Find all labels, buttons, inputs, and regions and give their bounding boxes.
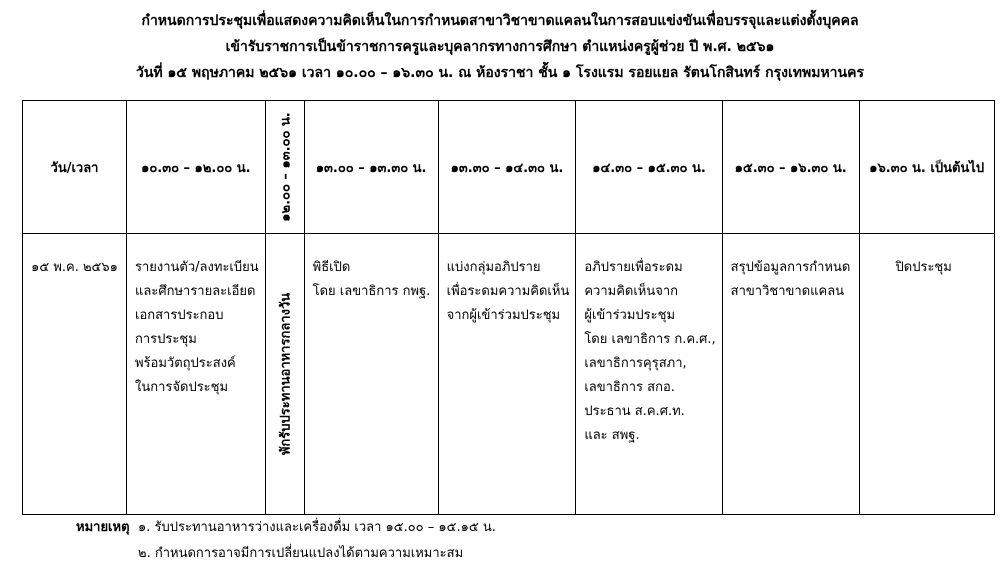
slot2-line: โดย เลขาธิการ กพฐ.	[312, 284, 431, 299]
header-slot-1: ๑๐.๓๐ – ๑๒.๐๐ น.	[127, 101, 266, 234]
slot4-line: และ สพฐ.	[584, 428, 640, 443]
slot5-line: สรุปข้อมูลการกำหนด	[730, 260, 851, 275]
slot3-line: จากผู้เข้าร่วมประชุม	[446, 308, 561, 323]
cell-slot-4	[576, 234, 722, 515]
slot4-line: อภิปรายเพื่อระดม	[584, 260, 683, 275]
cell-slot-3	[438, 234, 576, 515]
header-slot-2: ๑๓.๐๐ – ๑๓.๓๐ น.	[304, 101, 438, 234]
slot1-line: ในการจัดประชุม	[135, 380, 229, 395]
cell-slot-6	[859, 234, 994, 515]
lunch-break-text: พักรับประทานอาหารกลางวัน	[278, 292, 294, 456]
slot4-line: เลขาธิการคุรุสภา,	[584, 356, 687, 371]
header-lunch-time	[265, 101, 304, 234]
cell-slot-2	[304, 234, 438, 515]
slot4-line: ประธาน ส.ค.ศ.ท.	[584, 404, 685, 419]
slot1-line: รายงานตัว/ลงทะเบียน	[135, 260, 259, 275]
slot1-line: เอกสารประกอบ	[135, 308, 224, 323]
note-row	[76, 515, 496, 541]
title-line-1: กำหนดการประชุมเพื่อแสดงความคิดเห็นในการกำหนดสาขาวิชาขาดแคลนในการสอบแข่งขันเพื่อบรรจุและแต่งตั้งบุคคล	[141, 13, 859, 29]
header-slot-3: ๑๓.๓๐ – ๑๔.๓๐ น.	[438, 101, 576, 234]
slot4-line: โดย เลขาธิการ ก.ค.ศ.,	[584, 332, 716, 347]
notes	[76, 515, 496, 567]
date-text: ๑๕ พ.ค. ๒๕๖๑	[31, 260, 118, 275]
cell-slot-1	[127, 234, 266, 515]
header-date-time: วัน/เวลา	[23, 101, 127, 234]
slot1-line: และศึกษารายละเอียด	[135, 284, 256, 299]
header-slot-5: ๑๕.๓๐ – ๑๖.๓๐ น.	[722, 101, 859, 234]
slot3-line: เพื่อระดมความคิดเห็น	[446, 284, 570, 299]
slot5-line: สาขาวิชาขาดแคลน	[730, 284, 845, 299]
note-item: ๒. กำหนดการอาจมีการเปลี่ยนแปลงได้ตามความเหมาะสม	[138, 546, 464, 561]
header-slot-4: ๑๔.๓๐ – ๑๕.๓๐ น.	[576, 101, 722, 234]
cell-date	[23, 234, 127, 515]
slot1-line: พร้อมวัตถุประสงค์	[135, 356, 236, 371]
slot4-line: เลขาธิการ สกอ.	[584, 380, 675, 395]
table-row	[23, 234, 995, 515]
cell-slot-5	[722, 234, 859, 515]
note-item: ๑. รับประทานอาหารว่างและเครื่องดื่ม เวลา ๑๕.๐๐ – ๑๕.๑๕ น.	[138, 520, 496, 535]
schedule-table	[22, 100, 995, 515]
slot3-line: แบ่งกลุ่มอภิปราย	[446, 260, 541, 275]
header-slot-6: ๑๖.๓๐ น. เป็นต้นไป	[859, 101, 994, 234]
document-title	[0, 8, 1000, 86]
title-line-2: เข้ารับราชการเป็นข้าราชการครูและบุคลากรทางการศึกษา ตำแหน่งครูผู้ช่วย ปี พ.ศ. ๒๕๖๑	[225, 39, 775, 55]
header-row	[23, 101, 995, 234]
lunch-time-text: ๑๒.๐๐ – ๑๓.๐๐ น.	[278, 112, 294, 222]
note-row	[76, 541, 496, 567]
title-line-3: วันที่ ๑๕ พฤษภาคม ๒๕๖๑ เวลา ๑๐.๐๐ – ๑๖.๓๐ น. ณ ห้องราชา ชั้น ๑ โรงแรม รอยแยล รัตนโกสินทร์ กรุงเทพมหานคร	[136, 65, 864, 81]
slot4-line: ผู้เข้าร่วมประชุม	[584, 308, 676, 323]
slot2-line: พิธีเปิด	[312, 260, 351, 275]
slot6-line: ปิดประชุม	[895, 260, 952, 275]
cell-lunch	[265, 234, 304, 515]
slot4-line: ความคิดเห็นจาก	[584, 284, 679, 299]
notes-label: หมายเหตุ	[76, 520, 130, 535]
slot1-line: การประชุม	[135, 332, 197, 347]
